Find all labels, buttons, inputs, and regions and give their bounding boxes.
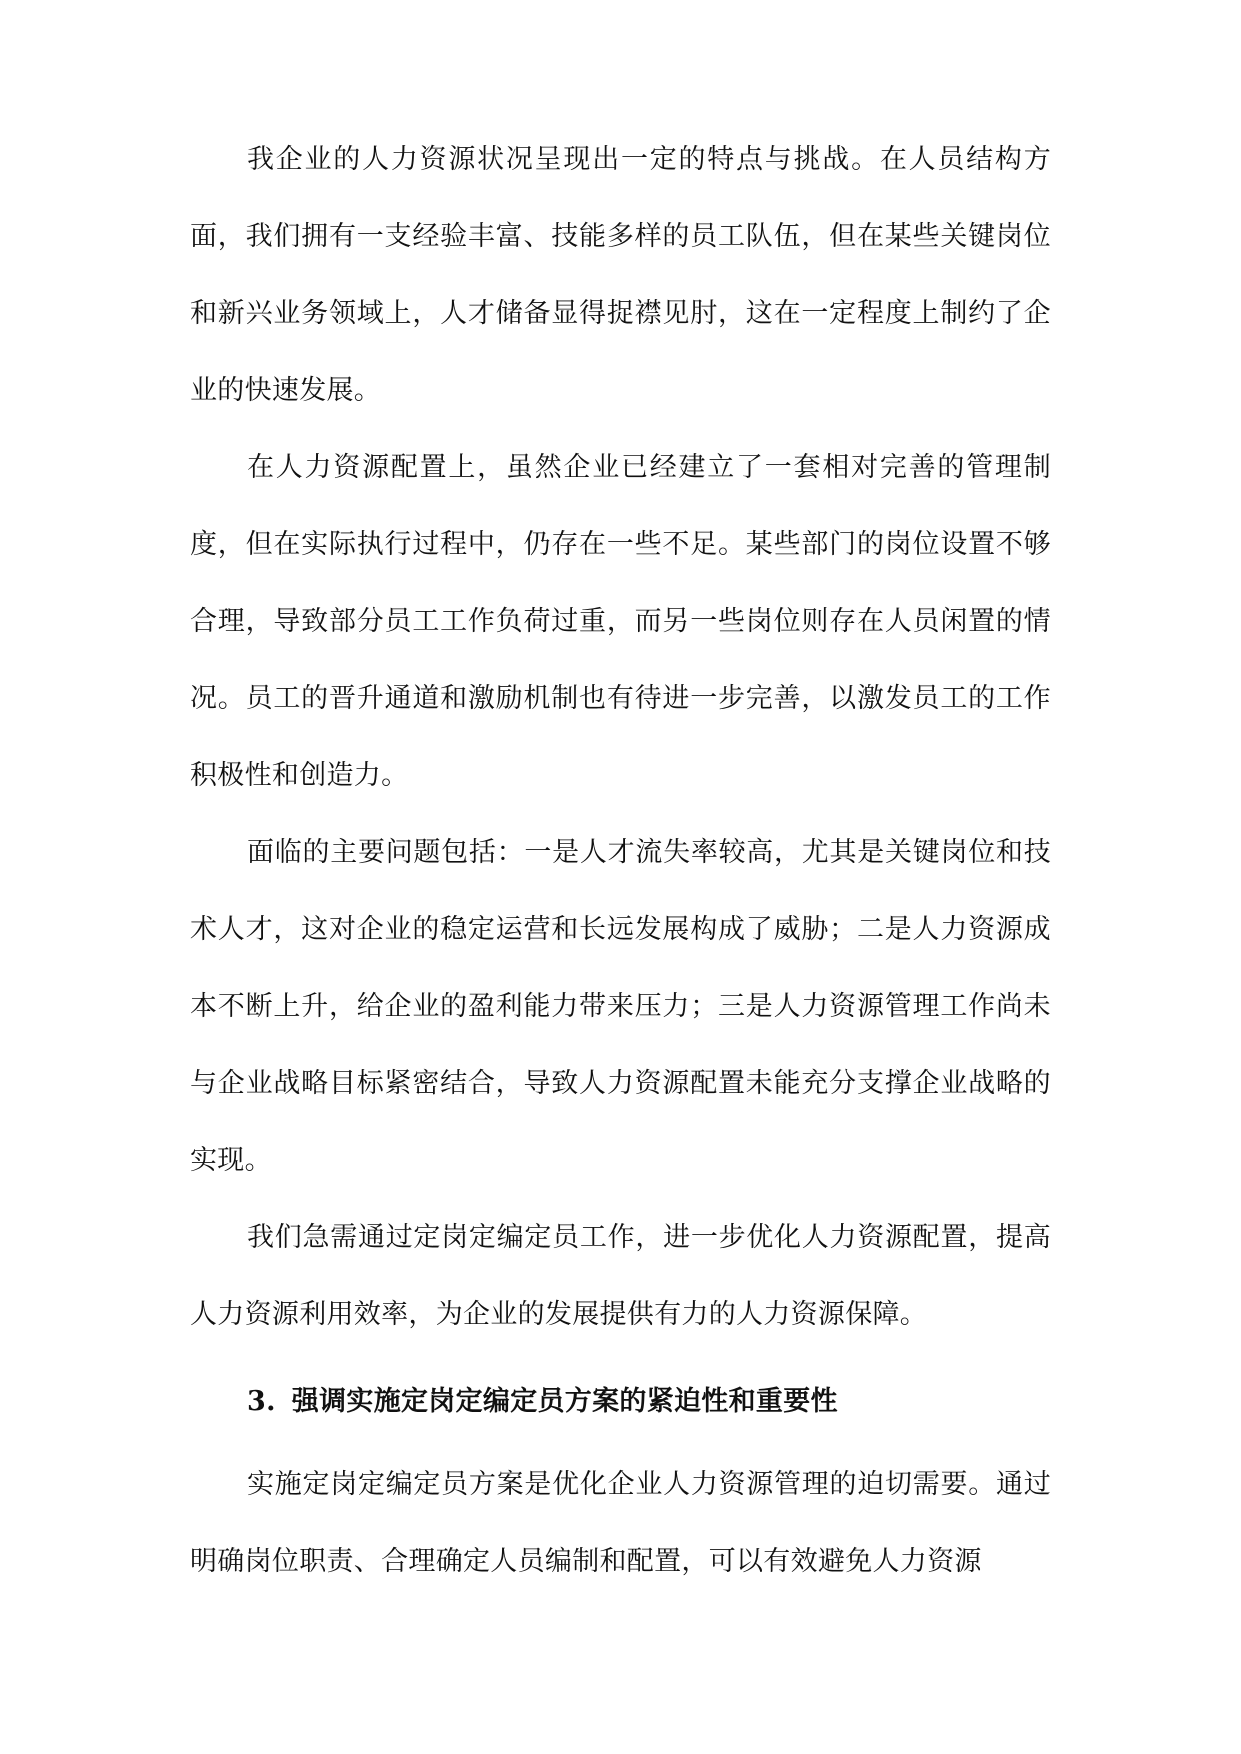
paragraph-main-problems: 面临的主要问题包括：一是人才流失率较高，尤其是关键岗位和技术人才，这对企业的稳定运营和长远发展构成了威胁；二是人力资源成本不断上升，给企业的盈利能力带来压力；三是人力资源管理工作尚未与企业战略目标紧密结合，导致人力资源配置未能充分支撑企业战略的实现。 (190, 837, 1051, 1176)
paragraph-implementation: 实施定岗定编定员方案是优化企业人力资源管理的迫切需要。通过明确岗位职责、合理确定人员编制和配置，可以有效避免人力资源 (190, 1469, 1051, 1577)
body-text-bottom (190, 1446, 1051, 1600)
paragraph-hr-status: 我企业的人力资源状况呈现出一定的特点与挑战。在人员结构方面，我们拥有一支经验丰富、技能多样的员工队伍，但在某些关键岗位和新兴业务领域上，人才储备显得捉襟见肘，这在一定程度上制约了企业的快速发展。 (190, 144, 1051, 406)
section-heading (190, 1382, 1051, 1422)
section-number: 3. (247, 1386, 276, 1417)
section-title: 强调实施定岗定编定员方案的紧迫性和重要性 (291, 1386, 838, 1417)
paragraph-urgent-need: 我们急需通过定岗定编定员工作，进一步优化人力资源配置，提高人力资源利用效率，为企业的发展提供有力的人力资源保障。 (190, 1222, 1051, 1330)
paragraph-hr-allocation: 在人力资源配置上，虽然企业已经建立了一套相对完善的管理制度，但在实际执行过程中，仍存在一些不足。某些部门的岗位设置不够合理，导致部分员工工作负荷过重，而另一些岗位则存在人员闲置的情况。员工的晋升通道和激励机制也有待进一步完善，以激发员工的工作积极性和创造力。 (190, 452, 1051, 791)
section-heading-line (190, 1382, 1051, 1422)
body-text-top (190, 121, 1051, 1353)
